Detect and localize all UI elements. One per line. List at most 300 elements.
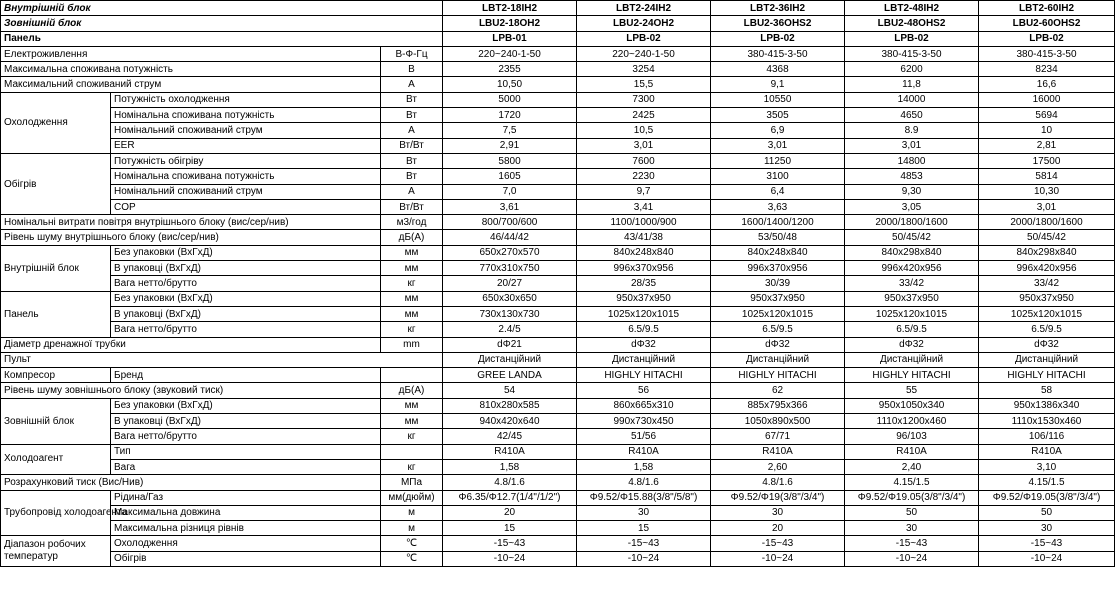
value-cell: HIGHLY HITACHI (577, 368, 711, 383)
value-cell: dΦ32 (845, 337, 979, 352)
value-cell: 950x37x950 (577, 291, 711, 306)
value-cell: 6.5/9.5 (711, 322, 845, 337)
value-cell: -15~43 (979, 536, 1115, 551)
value-cell: 5000 (443, 92, 577, 107)
unit-cell (381, 368, 443, 383)
value-cell: 58 (979, 383, 1115, 398)
value-cell: 840x248x840 (711, 245, 845, 260)
value-cell: 1600/1400/1200 (711, 215, 845, 230)
spec-row (1, 215, 1115, 230)
value-cell: -15~43 (443, 536, 577, 551)
value-cell: 30 (845, 521, 979, 536)
value-cell: 9,1 (711, 77, 845, 92)
value-cell: 885x795x366 (711, 398, 845, 413)
spec-table-body (1, 1, 1115, 567)
group-label: Трубопровід холодоагента (1, 490, 111, 536)
value-cell: 2000/1800/1600 (845, 215, 979, 230)
value-cell: 5814 (979, 169, 1115, 184)
value-cell: HIGHLY HITACHI (979, 368, 1115, 383)
spec-row (1, 475, 1115, 490)
value-cell: Дистанційний (577, 352, 711, 367)
param-label: Обігрів (111, 551, 381, 566)
value-cell: Φ9.52/Φ19.05(3/8"/3/4") (845, 490, 979, 505)
value-cell: 950x37x950 (845, 291, 979, 306)
value-cell: 1110x1530x460 (979, 414, 1115, 429)
panel-model: LPB-02 (577, 31, 711, 46)
spec-row (1, 306, 1115, 321)
value-cell: 3,05 (845, 199, 979, 214)
value-cell: 990x730x450 (577, 414, 711, 429)
unit-cell: Вт (381, 169, 443, 184)
value-cell: 4368 (711, 62, 845, 77)
value-cell: 950x1050x340 (845, 398, 979, 413)
spec-row (1, 123, 1115, 138)
group-label: Панель (1, 291, 111, 337)
value-cell: 220~240-1-50 (577, 46, 711, 61)
value-cell: 2,81 (979, 138, 1115, 153)
param-label: Вага нетто/брутто (111, 276, 381, 291)
value-cell: 54 (443, 383, 577, 398)
indoor-model: LBT2-60IH2 (979, 1, 1115, 16)
value-cell: 1720 (443, 108, 577, 123)
value-cell: 15 (577, 521, 711, 536)
value-cell: 950x37x950 (711, 291, 845, 306)
value-cell: 800/700/600 (443, 215, 577, 230)
unit-cell: ℃ (381, 551, 443, 566)
spec-row (1, 230, 1115, 245)
param-label: Максимальний споживаний струм (1, 77, 381, 92)
value-cell: 950x37x950 (979, 291, 1115, 306)
value-cell: Φ9.52/Φ19.05(3/8"/3/4") (979, 490, 1115, 505)
value-cell: 11250 (711, 153, 845, 168)
spec-row (1, 261, 1115, 276)
value-cell: 4.8/1.6 (711, 475, 845, 490)
value-cell: -15~43 (711, 536, 845, 551)
value-cell: 3,10 (979, 459, 1115, 474)
value-cell: 996x370x956 (577, 261, 711, 276)
panel-label: Панель (1, 31, 443, 46)
unit-cell: А (381, 123, 443, 138)
value-cell: 20 (443, 505, 577, 520)
unit-cell: кг (381, 429, 443, 444)
spec-row (1, 322, 1115, 337)
panel-model: LPB-02 (845, 31, 979, 46)
value-cell: 3,01 (845, 138, 979, 153)
unit-cell: кг (381, 322, 443, 337)
value-cell: 16000 (979, 92, 1115, 107)
value-cell: 2.4/5 (443, 322, 577, 337)
value-cell: 9,30 (845, 184, 979, 199)
param-label: Пульт (1, 352, 443, 367)
group-label: Обігрів (1, 153, 111, 214)
param-label: Рівень шуму внутрішнього блоку (вис/сер/нив) (1, 230, 381, 245)
value-cell: 50 (979, 505, 1115, 520)
spec-row (1, 429, 1115, 444)
value-cell: 3,01 (577, 138, 711, 153)
spec-row (1, 153, 1115, 168)
value-cell: 6,9 (711, 123, 845, 138)
value-cell: 53/50/48 (711, 230, 845, 245)
value-cell: 5800 (443, 153, 577, 168)
value-cell: Φ9.52/Φ15.88(3/8"/5/8") (577, 490, 711, 505)
value-cell: 1100/1000/900 (577, 215, 711, 230)
value-cell: 7,0 (443, 184, 577, 199)
value-cell: 30 (577, 505, 711, 520)
value-cell: 7300 (577, 92, 711, 107)
param-label: Максимальна довжина (111, 505, 381, 520)
param-label: Без упаковки (ВхГхД) (111, 245, 381, 260)
unit-cell: Вт (381, 153, 443, 168)
value-cell: 4.15/1.5 (845, 475, 979, 490)
value-cell: 10,5 (577, 123, 711, 138)
panel-model: LPB-02 (979, 31, 1115, 46)
unit-cell (381, 444, 443, 459)
spec-row (1, 169, 1115, 184)
value-cell: 4650 (845, 108, 979, 123)
spec-row (1, 337, 1115, 352)
value-cell: 1605 (443, 169, 577, 184)
value-cell: 56 (577, 383, 711, 398)
param-label: В упаковці (ВхГхД) (111, 261, 381, 276)
value-cell: 7,5 (443, 123, 577, 138)
value-cell: Φ6.35/Φ12.7(1/4"/1/2") (443, 490, 577, 505)
value-cell: GREE LANDA (443, 368, 577, 383)
value-cell: 8.9 (845, 123, 979, 138)
value-cell: 50/45/42 (845, 230, 979, 245)
value-cell: 6200 (845, 62, 979, 77)
value-cell: -10~24 (443, 551, 577, 566)
value-cell: dΦ32 (979, 337, 1115, 352)
outdoor-model: LBU2-48OHS2 (845, 16, 979, 31)
value-cell: 380-415-3-50 (979, 46, 1115, 61)
spec-row (1, 536, 1115, 551)
unit-cell: Вт (381, 108, 443, 123)
value-cell: 3,61 (443, 199, 577, 214)
spec-row (1, 459, 1115, 474)
value-cell: 9,7 (577, 184, 711, 199)
unit-cell: А (381, 77, 443, 92)
value-cell: -10~24 (845, 551, 979, 566)
value-cell: 42/45 (443, 429, 577, 444)
param-label: Вага (111, 459, 381, 474)
value-cell: 20/27 (443, 276, 577, 291)
value-cell: R410A (845, 444, 979, 459)
value-cell: -10~24 (577, 551, 711, 566)
group-label: Внутрішній блок (1, 245, 111, 291)
param-label: Без упаковки (ВхГхД) (111, 291, 381, 306)
value-cell: 14000 (845, 92, 979, 107)
indoor-unit-label: Внутрішній блок (1, 1, 443, 16)
value-cell: 840x298x840 (845, 245, 979, 260)
unit-cell: мм (381, 414, 443, 429)
value-cell: 10 (979, 123, 1115, 138)
unit-cell: кг (381, 276, 443, 291)
panel-model: LPB-02 (711, 31, 845, 46)
indoor-model: LBT2-36IH2 (711, 1, 845, 16)
value-cell: 10,30 (979, 184, 1115, 199)
unit-cell: дБ(А) (381, 230, 443, 245)
param-label: Номінальний споживаний струм (111, 184, 381, 199)
param-label: Номінальна споживана потужність (111, 108, 381, 123)
value-cell: 1050x890x500 (711, 414, 845, 429)
value-cell: 7600 (577, 153, 711, 168)
param-label: Діаметр дренажної трубки (1, 337, 381, 352)
param-label: Рідина/Газ (111, 490, 381, 505)
value-cell: 2230 (577, 169, 711, 184)
unit-cell: мм (381, 306, 443, 321)
spec-row (1, 490, 1115, 505)
unit-cell: Вт (381, 92, 443, 107)
spec-row (1, 138, 1115, 153)
spec-row (1, 521, 1115, 536)
param-label: COP (111, 199, 381, 214)
value-cell: HIGHLY HITACHI (711, 368, 845, 383)
unit-cell: кг (381, 459, 443, 474)
param-label: Без упаковки (ВхГхД) (111, 398, 381, 413)
value-cell: Φ9.52/Φ19(3/8"/3/4") (711, 490, 845, 505)
unit-cell: mm (381, 337, 443, 352)
spec-row (1, 46, 1115, 61)
param-label: В упаковці (ВхГхД) (111, 306, 381, 321)
unit-cell: Вт/Вт (381, 199, 443, 214)
value-cell: 770x310x750 (443, 261, 577, 276)
value-cell: R410A (443, 444, 577, 459)
spec-row (1, 383, 1115, 398)
value-cell: 950x1386x340 (979, 398, 1115, 413)
value-cell: 14800 (845, 153, 979, 168)
value-cell: 840x298x840 (979, 245, 1115, 260)
spec-row (1, 77, 1115, 92)
header-row-panel (1, 31, 1115, 46)
unit-cell: В-Ф-Гц (381, 46, 443, 61)
unit-cell: мм (381, 291, 443, 306)
param-label: Бренд (111, 368, 381, 383)
unit-cell: А (381, 184, 443, 199)
spec-row (1, 414, 1115, 429)
value-cell: -10~24 (979, 551, 1115, 566)
value-cell: 860x665x310 (577, 398, 711, 413)
value-cell: 16,6 (979, 77, 1115, 92)
spec-row (1, 444, 1115, 459)
spec-row (1, 199, 1115, 214)
value-cell: 810x280x585 (443, 398, 577, 413)
param-label: Вага нетто/брутто (111, 429, 381, 444)
indoor-model: LBT2-18IH2 (443, 1, 577, 16)
outdoor-model: LBU2-24OH2 (577, 16, 711, 31)
value-cell: 4.8/1.6 (577, 475, 711, 490)
spec-row (1, 108, 1115, 123)
outdoor-model: LBU2-60OHS2 (979, 16, 1115, 31)
header-row-outdoor (1, 16, 1115, 31)
spec-row (1, 505, 1115, 520)
value-cell: 840x248x840 (577, 245, 711, 260)
value-cell: 380-415-3-50 (711, 46, 845, 61)
value-cell: 46/44/42 (443, 230, 577, 245)
value-cell: 43/41/38 (577, 230, 711, 245)
value-cell: Дистанційний (711, 352, 845, 367)
unit-cell: мм (381, 261, 443, 276)
value-cell: 4853 (845, 169, 979, 184)
value-cell: 6.5/9.5 (845, 322, 979, 337)
value-cell: 1025x120x1015 (577, 306, 711, 321)
indoor-model: LBT2-48IH2 (845, 1, 979, 16)
value-cell: 2,91 (443, 138, 577, 153)
value-cell: 3254 (577, 62, 711, 77)
value-cell: dΦ32 (577, 337, 711, 352)
value-cell: HIGHLY HITACHI (845, 368, 979, 383)
value-cell: 4.15/1.5 (979, 475, 1115, 490)
value-cell: 11,8 (845, 77, 979, 92)
param-label: Рівень шуму зовнішнього блоку (звуковий тиск) (1, 383, 381, 398)
value-cell: 33/42 (845, 276, 979, 291)
value-cell: 6.5/9.5 (979, 322, 1115, 337)
value-cell: 650x30x650 (443, 291, 577, 306)
value-cell: 996x420x956 (845, 261, 979, 276)
unit-cell: мм(дюйм) (381, 490, 443, 505)
value-cell: 3100 (711, 169, 845, 184)
outdoor-model: LBU2-36OHS2 (711, 16, 845, 31)
param-label: Номінальний споживаний струм (111, 123, 381, 138)
spec-row (1, 551, 1115, 566)
value-cell: -15~43 (845, 536, 979, 551)
indoor-model: LBT2-24IH2 (577, 1, 711, 16)
value-cell: 1025x120x1015 (979, 306, 1115, 321)
value-cell: 650x270x570 (443, 245, 577, 260)
value-cell: 6.5/9.5 (577, 322, 711, 337)
value-cell: Дистанційний (443, 352, 577, 367)
value-cell: 2425 (577, 108, 711, 123)
panel-model: LPB-01 (443, 31, 577, 46)
value-cell: 4.8/1.6 (443, 475, 577, 490)
value-cell: 96/103 (845, 429, 979, 444)
param-label: Вага нетто/брутто (111, 322, 381, 337)
outdoor-unit-label: Зовнішній блок (1, 16, 443, 31)
spec-row (1, 245, 1115, 260)
value-cell: 67/71 (711, 429, 845, 444)
unit-cell: м (381, 521, 443, 536)
param-label: EER (111, 138, 381, 153)
value-cell: 940x420x640 (443, 414, 577, 429)
value-cell: 2355 (443, 62, 577, 77)
group-label: Охолодження (1, 92, 111, 153)
group-label: Холодоагент (1, 444, 111, 475)
value-cell: 50/45/42 (979, 230, 1115, 245)
spec-row (1, 184, 1115, 199)
unit-cell: мм (381, 245, 443, 260)
value-cell: 30/39 (711, 276, 845, 291)
value-cell: 1,58 (443, 459, 577, 474)
value-cell: Дистанційний (845, 352, 979, 367)
value-cell: 220~240-1-50 (443, 46, 577, 61)
unit-cell: дБ(А) (381, 383, 443, 398)
value-cell: R410A (979, 444, 1115, 459)
value-cell: R410A (711, 444, 845, 459)
param-label: Номінальна споживана потужність (111, 169, 381, 184)
value-cell: 3,41 (577, 199, 711, 214)
param-label: Потужність обігріву (111, 153, 381, 168)
unit-cell: м (381, 505, 443, 520)
value-cell: 3,01 (979, 199, 1115, 214)
value-cell: 106/116 (979, 429, 1115, 444)
value-cell: 5694 (979, 108, 1115, 123)
value-cell: 33/42 (979, 276, 1115, 291)
group-label: Діапазон робочих температур (1, 536, 111, 567)
param-label: Максимальна різниця рівнів (111, 521, 381, 536)
value-cell: 55 (845, 383, 979, 398)
value-cell: 8234 (979, 62, 1115, 77)
spec-row (1, 92, 1115, 107)
value-cell: R410A (577, 444, 711, 459)
value-cell: 2000/1800/1600 (979, 215, 1115, 230)
param-label: Потужність охолодження (111, 92, 381, 107)
param-label: Тип (111, 444, 381, 459)
spec-row (1, 352, 1115, 367)
unit-cell: ℃ (381, 536, 443, 551)
value-cell: 2,60 (711, 459, 845, 474)
value-cell: 3505 (711, 108, 845, 123)
value-cell: 62 (711, 383, 845, 398)
header-row-indoor (1, 1, 1115, 16)
value-cell: 996x370x956 (711, 261, 845, 276)
value-cell: 28/35 (577, 276, 711, 291)
value-cell: 51/56 (577, 429, 711, 444)
value-cell: 50 (845, 505, 979, 520)
unit-cell: Вт/Вт (381, 138, 443, 153)
value-cell: 1,58 (577, 459, 711, 474)
value-cell: dΦ32 (711, 337, 845, 352)
value-cell: 1025x120x1015 (845, 306, 979, 321)
param-label: Електроживлення (1, 46, 381, 61)
value-cell: 3,63 (711, 199, 845, 214)
param-label: Номінальні витрати повітря внутрішнього блоку (вис/сер/нив) (1, 215, 381, 230)
unit-cell: В (381, 62, 443, 77)
spec-row (1, 62, 1115, 77)
value-cell: 730x130x730 (443, 306, 577, 321)
spec-row (1, 398, 1115, 413)
unit-cell: м3/год (381, 215, 443, 230)
value-cell: 3,01 (711, 138, 845, 153)
value-cell: -15~43 (577, 536, 711, 551)
value-cell: 2,40 (845, 459, 979, 474)
value-cell: 30 (711, 505, 845, 520)
value-cell: Дистанційний (979, 352, 1115, 367)
spec-row (1, 276, 1115, 291)
unit-cell: мм (381, 398, 443, 413)
value-cell: 17500 (979, 153, 1115, 168)
value-cell: 15,5 (577, 77, 711, 92)
spec-row (1, 368, 1115, 383)
value-cell: 996x420x956 (979, 261, 1115, 276)
value-cell: 6,4 (711, 184, 845, 199)
value-cell: 20 (711, 521, 845, 536)
value-cell: 30 (979, 521, 1115, 536)
value-cell: 380-415-3-50 (845, 46, 979, 61)
value-cell: 15 (443, 521, 577, 536)
param-label: Максимальна споживана потужність (1, 62, 381, 77)
value-cell: -10~24 (711, 551, 845, 566)
spec-row (1, 291, 1115, 306)
value-cell: 1110x1200x460 (845, 414, 979, 429)
unit-cell: МПа (381, 475, 443, 490)
outdoor-model: LBU2-18OH2 (443, 16, 577, 31)
param-label: Охолодження (111, 536, 381, 551)
param-label: Розрахунковий тиск (Вис/Нив) (1, 475, 381, 490)
value-cell: 10,50 (443, 77, 577, 92)
value-cell: 1025x120x1015 (711, 306, 845, 321)
value-cell: 10550 (711, 92, 845, 107)
value-cell: dΦ21 (443, 337, 577, 352)
group-label: Зовнішній блок (1, 398, 111, 444)
